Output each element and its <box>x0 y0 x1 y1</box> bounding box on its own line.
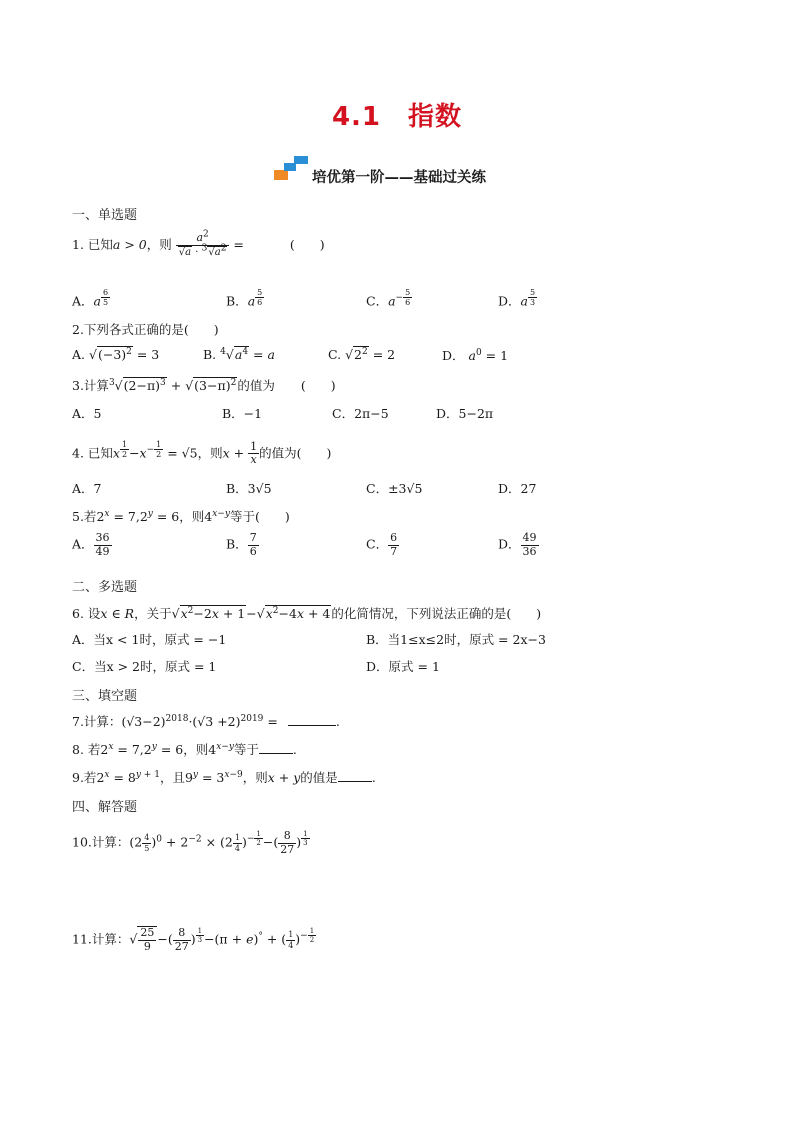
question-9: 9.若$2^x = 8^{y + 1}$，且$9^y = 3^{x-9}$，则x + y的值是 . <box>72 769 376 785</box>
question-5: 5.若$2^x = 7,2^y = 6$，则$4^{x-y}$等于( ) <box>72 508 290 524</box>
section-heading-fill-blank: 三、填空题 <box>72 689 138 704</box>
section-heading-multi-choice: 二、多选题 <box>72 580 138 595</box>
q2-option-d: D． $a^0 = 1$ <box>442 347 509 363</box>
q5-option-b: B． $\frac{7}{6}$ <box>226 531 257 558</box>
q1-option-a: A．a $^{\frac{6}{5}}$ <box>72 288 109 309</box>
q4-option-b: B．3√5 <box>226 481 272 496</box>
q4-option-c: C．±3√5 <box>366 481 423 496</box>
question-6: 6. 设x ∈ R，关于$√x^2-2x + 1-√x^2-4x + 4$的化简情况，下列说法正确的是( ) <box>72 605 542 621</box>
q8-answer-blank[interactable] <box>259 753 293 754</box>
q5-option-a: A． $\frac{36}{49}$ <box>72 531 110 558</box>
q3-option-b: B．−1 <box>222 406 263 421</box>
q3-option-d: D．5−2π <box>436 406 494 421</box>
q1-expression: $\frac{a^2}{√a \cdot ^3√a^2}$ <box>176 232 230 259</box>
question-1: 1. 已知a > 0，则 $\frac{a^2}{√a \cdot ^3√a^2}$ = ( ) <box>72 229 325 258</box>
question-2: 2.下列各式正确的是( ) <box>72 322 219 337</box>
q1-mid: ，则 <box>146 236 172 252</box>
q3-option-c: C．2π−5 <box>332 406 389 421</box>
q1-paren: ( ) <box>289 236 325 252</box>
section-heading-solve: 四、解答题 <box>72 800 138 815</box>
q4-option-d: D．27 <box>498 481 537 496</box>
q6-option-d: D．原式 = 1 <box>366 659 440 674</box>
q1-option-b: B．a $^{\frac{5}{6}}$ <box>226 288 263 309</box>
stairs-logo-icon <box>274 154 308 180</box>
q1-prefix: 1. 已知 <box>72 236 113 252</box>
q6-option-c: C．当x > 2时，原式 = 1 <box>72 659 217 674</box>
q7-answer-blank[interactable] <box>288 725 336 726</box>
q2-option-c: C. $√2^2 = 2$ <box>328 346 396 362</box>
q2-option-b: B. $^4√a^4 = a$ <box>203 346 275 362</box>
page-title: 4.1 指数 <box>331 102 463 132</box>
q5-option-d: D． $\frac{49}{36}$ <box>498 531 537 558</box>
q5-option-c: C． $\frac{6}{7}$ <box>366 531 398 558</box>
q1-option-d: D．a $^{\frac{5}{3}}$ <box>498 288 536 309</box>
q6-option-a: A．当x < 1时，原式 = −1 <box>72 632 227 647</box>
section-subtitle: 培优第一阶——基础过关练 <box>312 170 486 186</box>
q1-option-c: C．$a^{- \frac{5}{6}}$ <box>366 288 411 309</box>
q2-option-a: A. $√(-3)^2 = 3$ <box>72 346 160 362</box>
q9-answer-blank[interactable] <box>338 781 372 782</box>
q3-option-a: A．5 <box>72 406 102 421</box>
question-7: 7.计算：$(√3-2)^{2018}\cdot(√3 +2)^{2019}$ = . <box>72 713 340 729</box>
q6-option-b: B．当1≤x≤2时，原式 = 2x−3 <box>366 632 546 647</box>
question-4: 4. 已知x $^{\frac{1}{2}}$ $-x^{- \frac{1}{2}}$ = √5，则x + $\frac{1}{x}$ 的值为( ) <box>72 439 332 467</box>
question-3: 3.计算$^3√(2-\pi)^3 + √(3-\pi)^2$的值为 ( ) <box>72 377 336 393</box>
question-11: 11.计算：√ $\frac{25}{9}$ −( $\frac{8}{27}$ ) $^{\frac{1}{3}}$ −(π + e)° + ( $\frac{1}{4}$ )$^{- \frac{1}{2}}$ <box>72 926 315 953</box>
question-8: 8. 若$2^x = 7,2^y = 6$，则$4^{x-y}$等于 . <box>72 741 297 757</box>
q1-condition: a > 0 <box>112 236 147 252</box>
q4-option-a: A．7 <box>72 481 102 496</box>
section-heading-single-choice: 一、单选题 <box>72 208 138 223</box>
question-10: 10.计算：(2 $\frac{4}{5}$ )$^0 + 2^{-2} \times (2$ $\frac{1}{4}$ )$^{- \frac{1}{2}}$ −( $\frac{8}{27}$ ) $^{\frac{1}{3}}$ <box>72 829 308 856</box>
